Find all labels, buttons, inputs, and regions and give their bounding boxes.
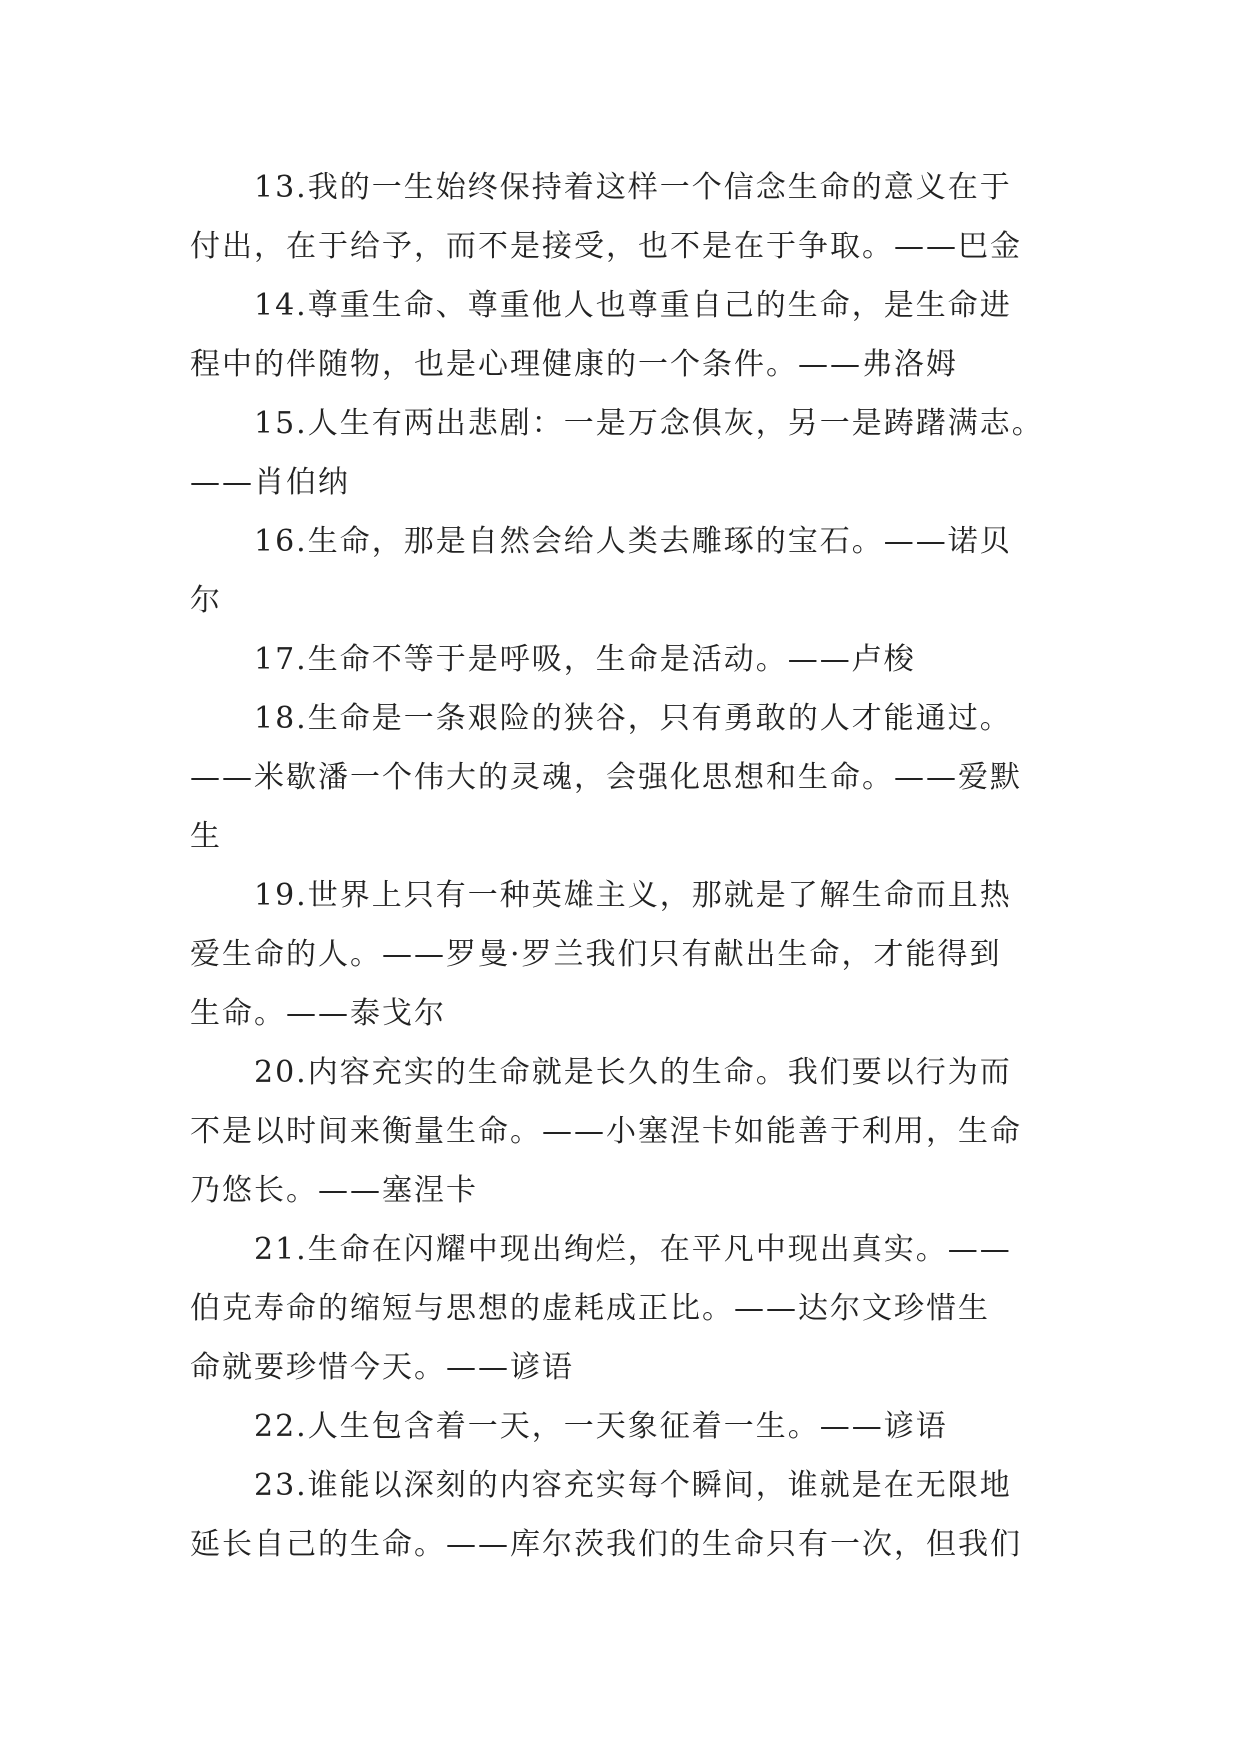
text-line: 14.尊重生命、尊重他人也尊重自己的生命，是生命进 (254, 288, 1012, 323)
text-line: 程中的伴随物，也是心理健康的一个条件。——弗洛姆 (190, 347, 958, 382)
text-line: 18.生命是一条艰险的狭谷，只有勇敢的人才能通过。 (254, 701, 1012, 736)
document-body (190, 158, 1060, 1574)
text-line: 生命。——泰戈尔 (190, 996, 446, 1031)
text-line: 付出，在于给予，而不是接受，也不是在于争取。——巴金 (190, 229, 1022, 264)
text-line: 不是以时间来衡量生命。——小塞涅卡如能善于利用，生命 (190, 1114, 1022, 1149)
text-line: 命就要珍惜今天。——谚语 (190, 1350, 574, 1385)
text-line: 尔 (190, 583, 222, 618)
text-line: 15.人生有两出悲剧：一是万念俱灰，另一是踌躇满志。 (254, 406, 1044, 441)
text-line: 22.人生包含着一天，一天象征着一生。——谚语 (254, 1409, 948, 1444)
text-line: 19.世界上只有一种英雄主义，那就是了解生命而且热 (254, 878, 1012, 913)
text-line: 17.生命不等于是呼吸，生命是活动。——卢梭 (254, 642, 916, 677)
text-line: 16.生命，那是自然会给人类去雕琢的宝石。——诺贝 (254, 524, 1012, 559)
text-line: 延长自己的生命。——库尔茨我们的生命只有一次，但我们 (190, 1527, 1022, 1562)
text-line: 23.谁能以深刻的内容充实每个瞬间，谁就是在无限地 (254, 1468, 1012, 1503)
text-line: 13.我的一生始终保持着这样一个信念生命的意义在于 (254, 170, 1012, 205)
text-line: 乃悠长。——塞涅卡 (190, 1173, 478, 1208)
text-line: 生 (190, 819, 222, 854)
text-line: 20.内容充实的生命就是长久的生命。我们要以行为而 (254, 1055, 1012, 1090)
text-line: ——肖伯纳 (190, 465, 350, 500)
text-line: ——米歇潘一个伟大的灵魂，会强化思想和生命。——爱默 (190, 760, 1022, 795)
text-line: 21.生命在闪耀中现出绚烂，在平凡中现出真实。—— (254, 1232, 1012, 1267)
text-line: 伯克寿命的缩短与思想的虚耗成正比。——达尔文珍惜生 (190, 1291, 990, 1326)
text-line: 爱生命的人。——罗曼·罗兰我们只有献出生命，才能得到 (190, 937, 1002, 972)
